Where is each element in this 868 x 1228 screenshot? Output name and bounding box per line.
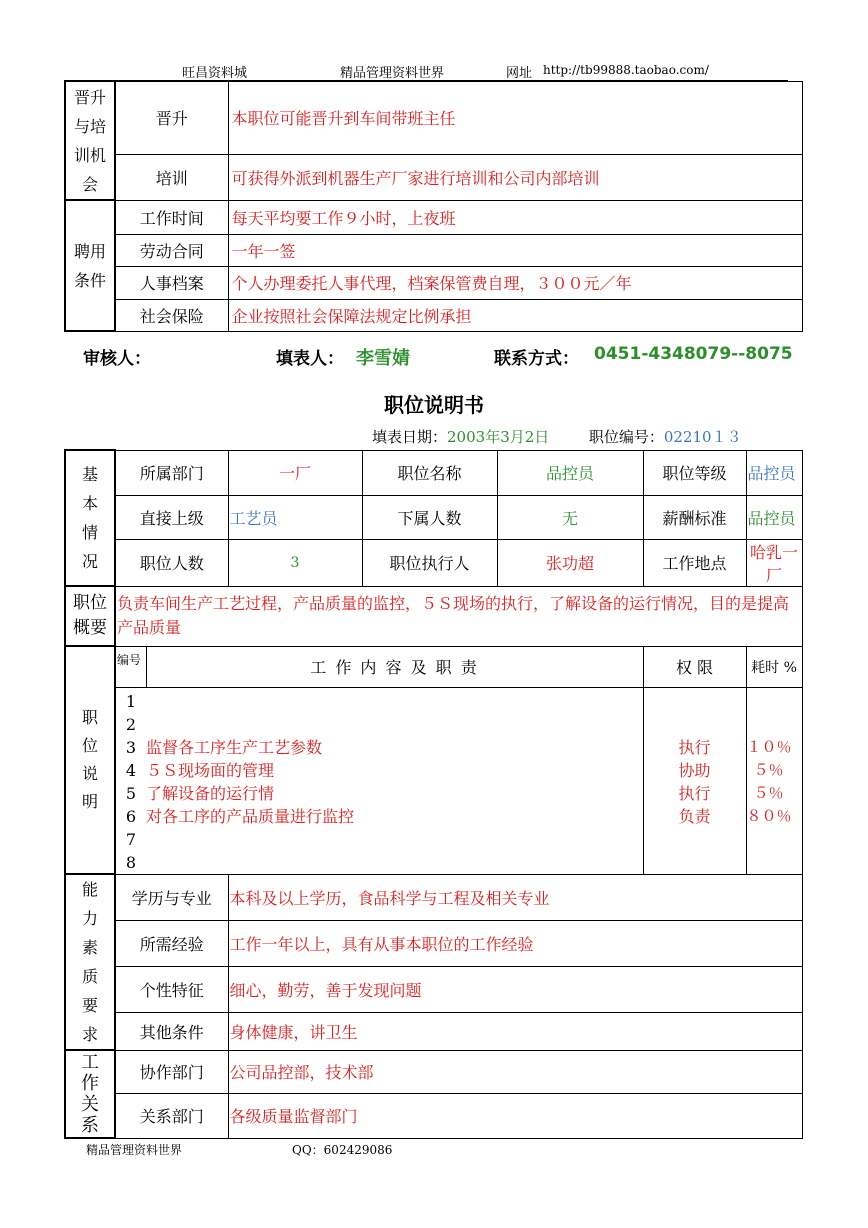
- col-number-header: 编号: [115, 646, 146, 687]
- col-content-header: 工 作 内 容 及 职 责: [146, 646, 643, 687]
- header-url-label: 网址: [506, 66, 533, 81]
- promotion-training-section-label: 晋升与培训机会: [65, 81, 115, 200]
- promotion-label: 晋升: [115, 81, 228, 154]
- document-title: 职位说明书: [384, 393, 484, 417]
- duty-authority: 执行: [678, 783, 711, 803]
- duty-times: [746, 687, 802, 874]
- experience-label: 所需经验: [115, 921, 228, 967]
- duty-content: ５Ｓ现场面的管理: [146, 760, 275, 780]
- basic-section-label: 基本情况: [65, 450, 115, 586]
- header-url[interactable]: http://tb99888.taobao.com/: [543, 63, 709, 77]
- fill-date-value: 2003年3月2日: [447, 428, 550, 446]
- duty-number: 3: [125, 737, 137, 757]
- salary-label: 薪酬标准: [643, 495, 746, 539]
- reviewer-label: 审核人：: [83, 349, 151, 369]
- personality-label: 个性特征: [115, 967, 228, 1013]
- duty-authority: 协助: [678, 760, 711, 780]
- executor-value: 张功超: [497, 539, 643, 586]
- contract-label: 劳动合同: [115, 234, 228, 266]
- duty-number: 5: [125, 783, 137, 803]
- summary-section-label: 职位概要: [65, 586, 115, 646]
- executor-label: 职位执行人: [362, 539, 497, 586]
- duty-number: 6: [125, 806, 137, 826]
- header-shop: 旺昌资料城: [182, 66, 248, 81]
- dept-value: 一厂: [228, 450, 362, 495]
- relations-section-label: 工作关系: [65, 1050, 115, 1138]
- archive-label: 人事档案: [115, 266, 228, 299]
- duty-authority: 负责: [678, 806, 711, 826]
- hiring-section-label: 聘用条件: [65, 200, 115, 331]
- duty-time: ８０％: [746, 806, 792, 825]
- coop-dept-value: 公司品控部，技术部: [228, 1050, 802, 1093]
- training-label: 培训: [115, 154, 228, 200]
- subordinates-label: 下属人数: [362, 495, 497, 539]
- filler-label: 填表人：: [276, 349, 344, 369]
- footer-left: 精品管理资料世界: [86, 1143, 183, 1157]
- duty-authorities: [643, 687, 746, 874]
- fill-info: [372, 426, 742, 447]
- superior-value: 工艺员: [228, 495, 362, 539]
- duty-number: 8: [125, 852, 137, 872]
- location-value: 哈乳一厂: [746, 539, 802, 586]
- education-value: 本科及以上学历，食品科学与工程及相关专业: [228, 874, 802, 921]
- position-description-table: [64, 449, 803, 1139]
- summary-text: 负责车间生产工艺过程，产品质量的监控，５Ｓ现场的执行，了解设备的运行情况，目的是提高产品质量: [115, 586, 802, 646]
- col-authority-header: 权 限: [643, 646, 746, 687]
- ability-section-label: 能力素质要求: [65, 874, 115, 1050]
- duty-content: 了解设备的运行情: [146, 783, 275, 803]
- insurance-label: 社会保险: [115, 299, 228, 331]
- headcount-value: 3: [228, 539, 362, 586]
- education-label: 学历与专业: [115, 874, 228, 921]
- duty-content: 对各工序的产品质量进行监控: [146, 806, 355, 826]
- insurance-value: 企业按照社会保障法规定比例承担: [228, 299, 802, 331]
- duty-contents: [146, 687, 643, 874]
- work-time-label: 工作时间: [115, 200, 228, 234]
- promotion-value: 本职位可能晋升到车间带班主任: [228, 81, 802, 154]
- duty-time: ５％: [753, 760, 784, 779]
- duty-number: 4: [125, 760, 137, 780]
- dept-label: 所属部门: [115, 450, 228, 495]
- header-world: 精品管理资料世界: [340, 66, 445, 81]
- position-level-value: 品控员: [746, 450, 802, 495]
- duties-section-label: 职位说明: [65, 646, 115, 874]
- contact-value: 0451-4348079--8075: [594, 344, 793, 364]
- position-name-value: 品控员: [497, 450, 643, 495]
- other-label: 其他条件: [115, 1012, 228, 1050]
- promotion-hiring-table: [64, 80, 803, 332]
- duty-content: 监督各工序生产工艺参数: [146, 737, 323, 757]
- rel-dept-label: 关系部门: [115, 1093, 228, 1138]
- contact-label: 联系方式：: [494, 349, 579, 369]
- superior-label: 直接上级: [115, 495, 228, 539]
- personality-value: 细心，勤劳，善于发现问题: [228, 967, 802, 1013]
- duty-number: 7: [125, 829, 137, 849]
- experience-value: 工作一年以上，具有从事本职位的工作经验: [228, 921, 802, 967]
- headcount-label: 职位人数: [115, 539, 228, 586]
- coop-dept-label: 协作部门: [115, 1050, 228, 1093]
- other-value: 身体健康，讲卫生: [228, 1012, 802, 1050]
- duty-authority: 执行: [678, 737, 711, 757]
- archive-value: 个人办理委托人事代理，档案保管费自理，３００元／年: [228, 266, 802, 299]
- work-time-value: 每天平均要工作９小时，上夜班: [228, 200, 802, 234]
- salary-value: 品控员: [746, 495, 802, 539]
- footer-qq: QQ：602429086: [292, 1143, 393, 1157]
- position-code-label: 职位编号：: [588, 428, 664, 446]
- col-time-header: 耗时 %: [746, 646, 802, 687]
- position-level-label: 职位等级: [643, 450, 746, 495]
- position-code-value: 02210１３: [663, 428, 742, 446]
- duty-number: 2: [125, 714, 137, 734]
- duty-time: １０％: [746, 737, 792, 756]
- fill-date-label: 填表日期：: [372, 428, 448, 446]
- contract-value: 一年一签: [228, 234, 802, 266]
- rel-dept-value: 各级质量监督部门: [228, 1093, 802, 1138]
- duty-time: ５％: [753, 783, 784, 802]
- training-value: 可获得外派到机器生产厂家进行培训和公司内部培训: [228, 154, 802, 200]
- duty-numbers: [115, 687, 146, 874]
- location-label: 工作地点: [643, 539, 746, 586]
- filler-name: 李雪婧: [356, 348, 410, 369]
- position-name-label: 职位名称: [362, 450, 497, 495]
- subordinates-value: 无: [497, 495, 643, 539]
- duty-number: 1: [125, 691, 137, 711]
